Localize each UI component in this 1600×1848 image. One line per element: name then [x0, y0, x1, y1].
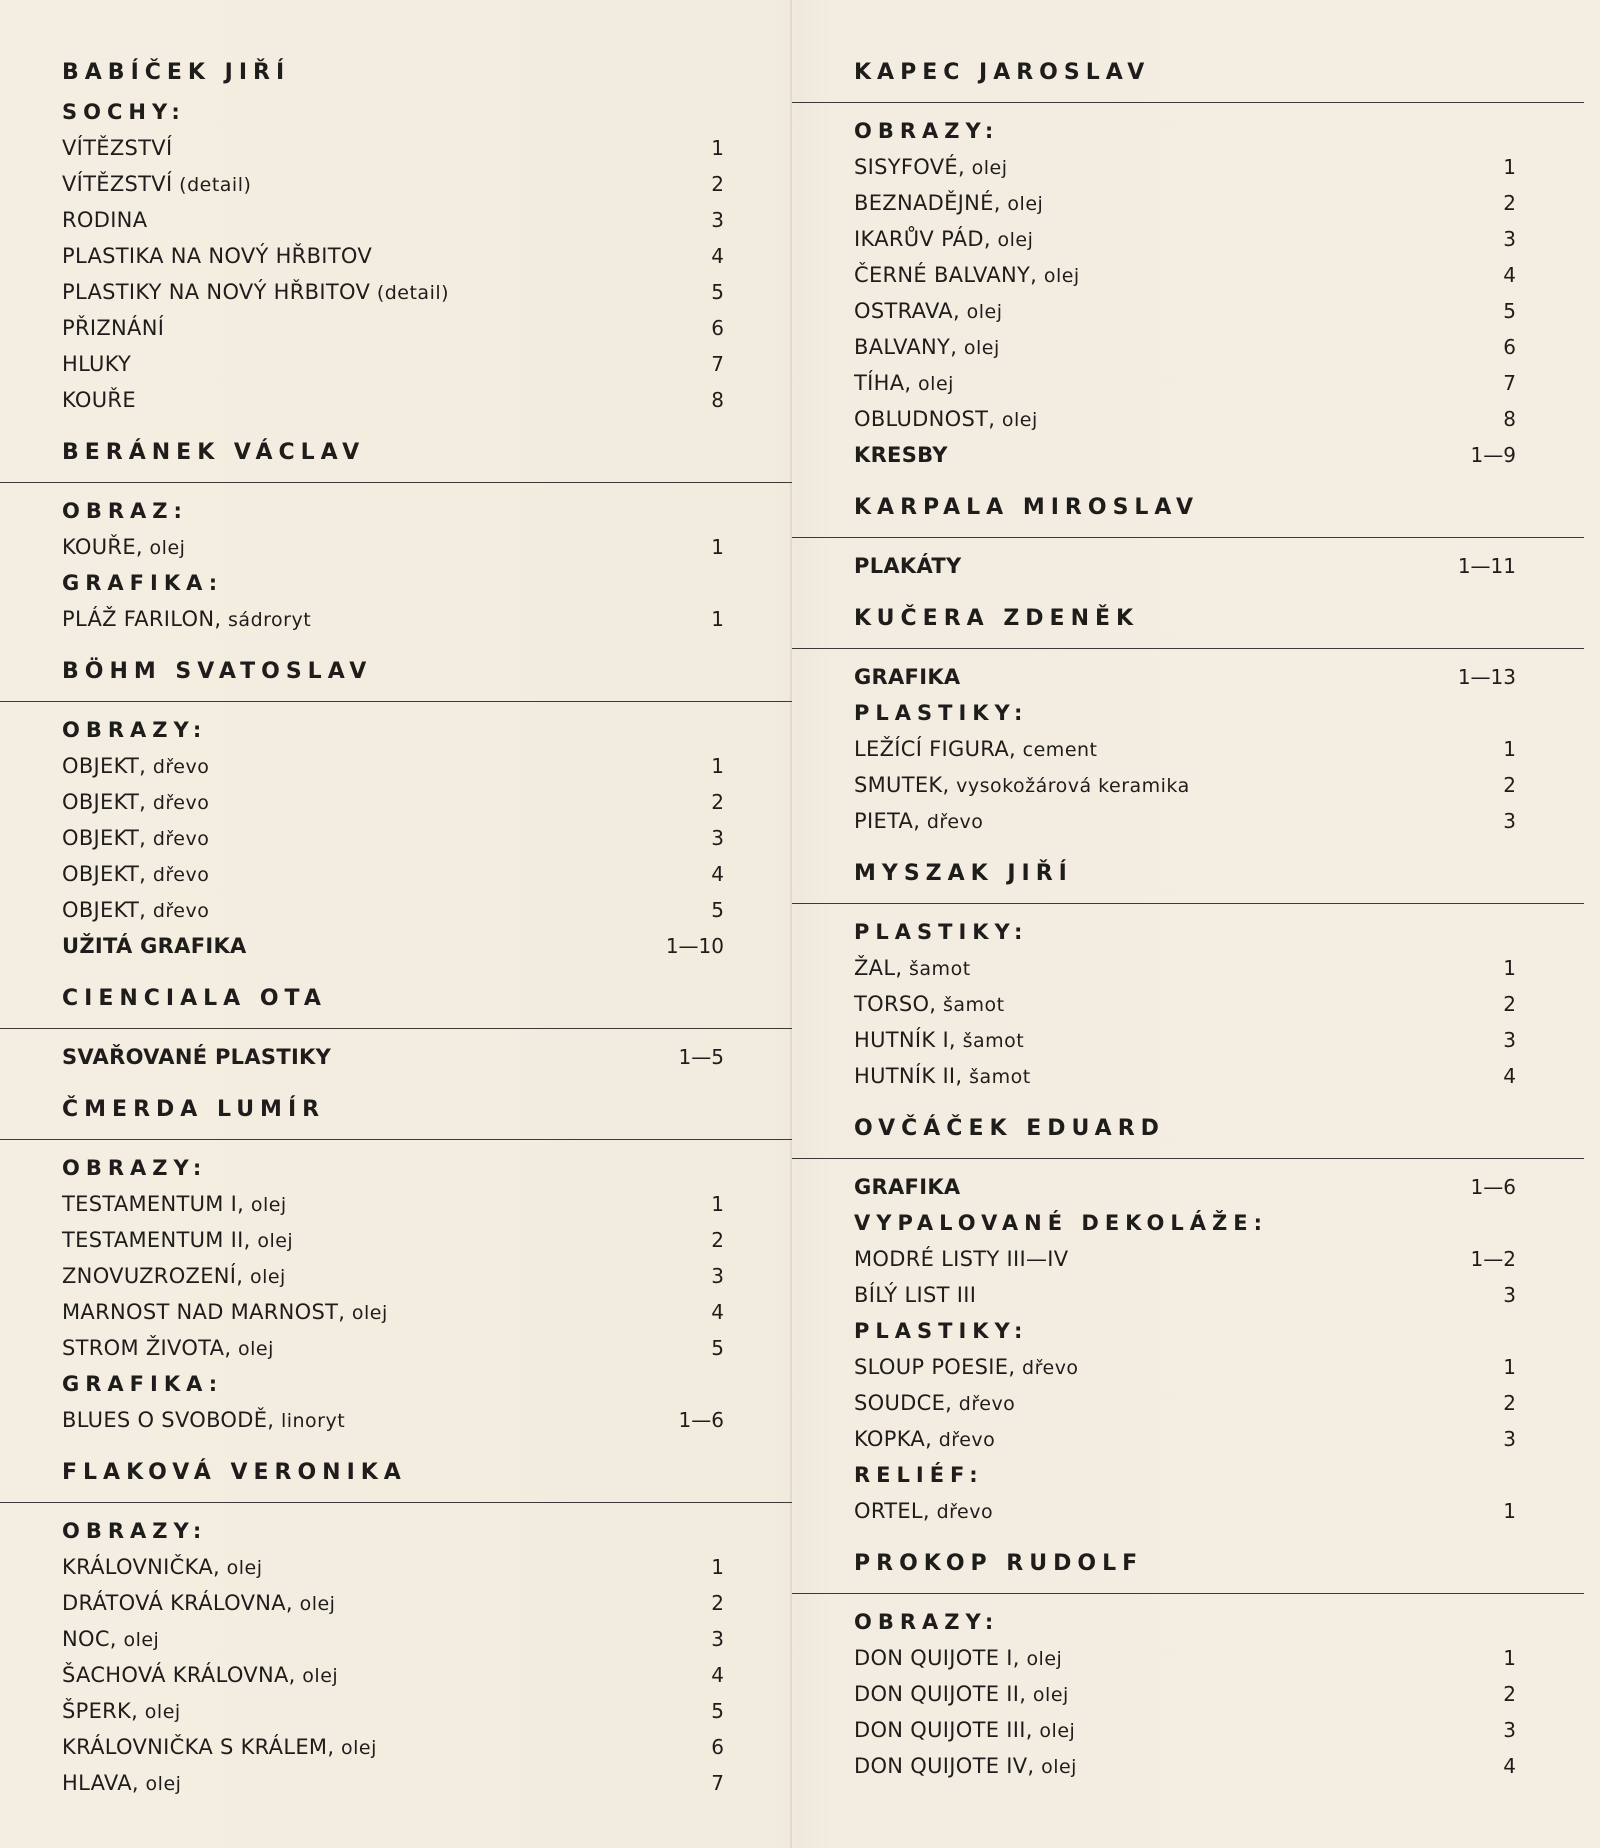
- artwork-title: TORSO,: [854, 992, 937, 1016]
- artwork-number: 7: [711, 1771, 724, 1795]
- artwork-medium: linoryt: [280, 1410, 346, 1432]
- artist-divider: [0, 1028, 792, 1029]
- artwork-number: 8: [711, 388, 724, 412]
- artwork-title: RODINA: [62, 208, 148, 232]
- artist-entry: [792, 487, 1592, 598]
- artwork-medium: dřevo: [958, 1393, 1016, 1415]
- artwork-number: 4: [711, 862, 724, 886]
- artwork-medium: olej: [341, 1737, 377, 1759]
- artwork-title: PŘIZNÁNÍ: [62, 316, 165, 340]
- artwork-item: [0, 1294, 800, 1330]
- artwork-number: 5: [1503, 299, 1516, 323]
- artwork-medium: olej: [963, 337, 1000, 359]
- artwork-item: [792, 365, 1592, 401]
- artwork-item: [792, 986, 1592, 1022]
- artwork-item: [0, 1258, 800, 1294]
- artwork-number: 7: [711, 352, 724, 376]
- artwork-number: 4: [1503, 1754, 1516, 1778]
- artwork-item: [0, 1402, 800, 1438]
- artist-name: OVČÁČEK EDUARD: [854, 1116, 1165, 1141]
- artwork-item: [792, 293, 1592, 329]
- artwork-title: ZNOVUZROZENÍ,: [62, 1264, 244, 1288]
- artwork-title: SVAŘOVANÉ PLASTIKY: [62, 1045, 332, 1069]
- artwork-medium: olej: [966, 301, 1003, 323]
- artwork-title: BEZNADĚJNÉ,: [854, 191, 1001, 215]
- entry-spacer: [0, 1801, 800, 1815]
- artwork-number: 1—9: [1470, 443, 1516, 467]
- artwork-number: 2: [1503, 773, 1516, 797]
- artwork-medium: olej: [1032, 1684, 1069, 1706]
- artwork-medium: dřevo: [152, 756, 210, 778]
- artwork-title: DON QUIJOTE II,: [854, 1682, 1027, 1706]
- section-label: OBRAZ:: [62, 499, 188, 523]
- artwork-title: OBJEKT,: [62, 898, 147, 922]
- entry-spacer: [792, 1784, 1592, 1798]
- artwork-medium: olej: [1026, 1648, 1063, 1670]
- artwork-medium: olej: [1007, 193, 1044, 215]
- artwork-title: SLOUP POESIE,: [854, 1355, 1016, 1379]
- entry-spacer: [0, 1075, 800, 1089]
- artwork-title: ŠACHOVÁ KRÁLOVNA,: [62, 1663, 296, 1687]
- artist-entry: [0, 1089, 800, 1452]
- artwork-number: 1—6: [678, 1408, 724, 1432]
- artwork-medium: olej: [302, 1665, 339, 1687]
- artwork-title: OSTRAVA,: [854, 299, 960, 323]
- artwork-title: OBJEKT,: [62, 790, 147, 814]
- section-label: OBRAZY:: [854, 119, 1000, 143]
- artwork-medium: vysokožárová keramika: [956, 775, 1190, 797]
- artist-divider: [0, 482, 792, 483]
- artist-divider: [792, 1158, 1584, 1159]
- artwork-medium: olej: [997, 229, 1034, 251]
- artist-name: MYSZAK JIŘÍ: [854, 861, 1073, 886]
- artwork-medium: olej: [1001, 409, 1038, 431]
- artwork-item: [0, 1729, 800, 1765]
- section-label: OBRAZY:: [62, 1519, 208, 1543]
- artwork-title: TÍHA,: [854, 371, 912, 395]
- artwork-medium: olej: [226, 1557, 263, 1579]
- artist-divider: [792, 903, 1584, 904]
- entry-spacer: [0, 964, 800, 978]
- artwork-title: TESTAMENTUM I,: [62, 1192, 245, 1216]
- artwork-number: 5: [711, 1699, 724, 1723]
- artwork-title: KRÁLOVNIČKA S KRÁLEM,: [62, 1735, 335, 1759]
- artwork-item: [792, 437, 1592, 473]
- artwork-medium: dřevo: [152, 900, 210, 922]
- artwork-item: [0, 274, 800, 310]
- artwork-item: [0, 928, 800, 964]
- artwork-number: 1—6: [1470, 1175, 1516, 1199]
- right-column: [792, 52, 1592, 1798]
- artist-divider: [792, 102, 1584, 103]
- artwork-number: 3: [1503, 1427, 1516, 1451]
- artwork-item: [792, 548, 1592, 584]
- artwork-number: 6: [711, 316, 724, 340]
- artwork-medium: šamot: [962, 1030, 1025, 1052]
- artwork-item: [0, 346, 800, 382]
- artwork-title: HUTNÍK I,: [854, 1028, 956, 1052]
- artwork-number: 1: [1503, 1355, 1516, 1379]
- artwork-item: [792, 950, 1592, 986]
- section-label: PLASTIKY:: [854, 1319, 1029, 1343]
- artwork-item: [792, 767, 1592, 803]
- artwork-title: ČERNÉ BALVANY,: [854, 263, 1038, 287]
- artwork-item: [0, 601, 800, 637]
- artist-name: BÖHM SVATOSLAV: [62, 659, 373, 684]
- artwork-medium: olej: [299, 1593, 336, 1615]
- artwork-item: [792, 803, 1592, 839]
- artwork-number: 2: [711, 1591, 724, 1615]
- artist-name: BERÁNEK VÁCLAV: [62, 440, 366, 465]
- artist-entry: [792, 1108, 1592, 1543]
- artist-name: KARPALA MIROSLAV: [854, 495, 1199, 520]
- artwork-title: HUTNÍK II,: [854, 1064, 963, 1088]
- artwork-number: 3: [711, 1264, 724, 1288]
- artwork-medium: cement: [1022, 739, 1098, 761]
- artwork-medium: dřevo: [938, 1429, 996, 1451]
- artwork-medium: olej: [123, 1629, 160, 1651]
- artwork-medium: (detail): [376, 282, 450, 304]
- artwork-title: DON QUIJOTE III,: [854, 1718, 1033, 1742]
- artwork-title: NOC,: [62, 1627, 117, 1651]
- artwork-medium: dřevo: [936, 1501, 994, 1523]
- left-column: [0, 52, 800, 1815]
- artwork-item: [0, 1549, 800, 1585]
- artwork-title: KRESBY: [854, 443, 948, 467]
- artwork-number: 7: [1503, 371, 1516, 395]
- artist-entry: [792, 598, 1592, 853]
- artwork-item: [792, 1349, 1592, 1385]
- artist-entry: [792, 853, 1592, 1108]
- artwork-item: [0, 1693, 800, 1729]
- artwork-title: KRÁLOVNIČKA,: [62, 1555, 220, 1579]
- artwork-number: 3: [1503, 809, 1516, 833]
- artwork-item: [0, 382, 800, 418]
- artwork-number: 1: [1503, 737, 1516, 761]
- artwork-item: [0, 202, 800, 238]
- artwork-item: [0, 166, 800, 202]
- artwork-number: 4: [1503, 1064, 1516, 1088]
- artwork-title: ŽAL,: [854, 956, 903, 980]
- artwork-number: 2: [1503, 1682, 1516, 1706]
- artwork-number: 1: [711, 1192, 724, 1216]
- artwork-title: HLUKY: [62, 352, 132, 376]
- artwork-medium: olej: [250, 1194, 287, 1216]
- artwork-medium: dřevo: [1022, 1357, 1079, 1379]
- artwork-item: [0, 1585, 800, 1621]
- artwork-item: [792, 1748, 1592, 1784]
- artwork-number: 1: [711, 535, 724, 559]
- artwork-number: 1: [711, 754, 724, 778]
- artwork-item: [792, 1676, 1592, 1712]
- artwork-item: [792, 221, 1592, 257]
- artwork-item: [792, 185, 1592, 221]
- artist-name: ČMERDA LUMÍR: [62, 1097, 326, 1122]
- artwork-number: 2: [711, 172, 724, 196]
- artwork-item: [792, 1385, 1592, 1421]
- artwork-title: BLUES O SVOBODĚ,: [62, 1408, 275, 1432]
- artwork-medium: olej: [249, 1266, 286, 1288]
- artwork-item: [0, 892, 800, 928]
- artwork-number: 3: [711, 1627, 724, 1651]
- artwork-number: 1—2: [1470, 1247, 1516, 1271]
- artwork-item: [0, 820, 800, 856]
- artwork-title: DRÁTOVÁ KRÁLOVNA,: [62, 1591, 293, 1615]
- artwork-title: GRAFIKA: [854, 1175, 961, 1199]
- artwork-title: PLASTIKY NA NOVÝ HŘBITOV: [62, 280, 371, 304]
- artwork-medium: sádroryt: [228, 609, 312, 631]
- artwork-medium: (detail): [179, 174, 252, 196]
- artwork-title: DON QUIJOTE I,: [854, 1646, 1020, 1670]
- artwork-title: UŽITÁ GRAFIKA: [62, 934, 247, 958]
- artwork-title: MARNOST NAD MARNOST,: [62, 1300, 346, 1324]
- artwork-number: 3: [1503, 227, 1516, 251]
- artwork-item: [792, 149, 1592, 185]
- artist-name: PROKOP RUDOLF: [854, 1551, 1144, 1576]
- artwork-number: 5: [711, 898, 724, 922]
- section-label: OBRAZY:: [62, 1156, 208, 1180]
- artwork-item: [792, 1022, 1592, 1058]
- artist-divider: [0, 1502, 792, 1503]
- artwork-item: [792, 731, 1592, 767]
- entry-spacer: [792, 584, 1592, 598]
- artist-entry: [0, 651, 800, 978]
- artwork-item: [792, 1640, 1592, 1676]
- artwork-medium: olej: [1039, 1720, 1076, 1742]
- artwork-number: 3: [1503, 1718, 1516, 1742]
- artwork-number: 1: [1503, 1499, 1516, 1523]
- artist-name: KAPEC JAROSLAV: [854, 60, 1151, 85]
- artwork-number: 1—5: [678, 1045, 724, 1069]
- artwork-title: OBLUDNOST,: [854, 407, 996, 431]
- artwork-medium: olej: [971, 157, 1008, 179]
- artwork-item: [0, 529, 800, 565]
- entry-spacer: [0, 418, 800, 432]
- artwork-number: 4: [1503, 263, 1516, 287]
- artist-name: KUČERA ZDENĚK: [854, 606, 1140, 631]
- artwork-medium: olej: [1043, 265, 1080, 287]
- artwork-medium: olej: [1041, 1756, 1077, 1778]
- artwork-item: [792, 1712, 1592, 1748]
- artwork-number: 4: [711, 1300, 724, 1324]
- artwork-title: OBJEKT,: [62, 862, 147, 886]
- artwork-title: PLASTIKA NA NOVÝ HŘBITOV: [62, 244, 373, 268]
- artwork-title: LEŽÍCÍ FIGURA,: [854, 737, 1016, 761]
- artwork-title: KOUŘE: [62, 388, 136, 412]
- entry-spacer: [0, 1438, 800, 1452]
- section-label: SOCHY:: [62, 100, 186, 124]
- artist-entry: [0, 432, 800, 651]
- section-label: GRAFIKA:: [62, 1372, 224, 1396]
- artwork-item: [792, 329, 1592, 365]
- artwork-number: 3: [1503, 1283, 1516, 1307]
- section-label: PLASTIKY:: [854, 701, 1029, 725]
- section-label: PLASTIKY:: [854, 920, 1029, 944]
- artist-entry: [0, 52, 800, 432]
- artwork-number: 1: [1503, 1646, 1516, 1670]
- artwork-number: 6: [1503, 335, 1516, 359]
- section-label: RELIÉF:: [854, 1463, 984, 1487]
- artwork-item: [792, 1277, 1592, 1313]
- artwork-number: 1: [1503, 956, 1516, 980]
- artwork-number: 1: [1503, 155, 1516, 179]
- artwork-number: 2: [711, 790, 724, 814]
- artwork-title: TESTAMENTUM II,: [62, 1228, 251, 1252]
- artwork-title: SMUTEK,: [854, 773, 950, 797]
- artwork-number: 1—11: [1457, 554, 1516, 578]
- artwork-item: [0, 1186, 800, 1222]
- artwork-item: [792, 401, 1592, 437]
- artwork-item: [792, 1421, 1592, 1457]
- artwork-item: [792, 1493, 1592, 1529]
- artwork-item: [0, 1039, 800, 1075]
- artwork-item: [0, 1330, 800, 1366]
- section-label: OBRAZY:: [854, 1610, 1000, 1634]
- artist-entry: [792, 1543, 1592, 1798]
- artwork-number: 4: [711, 1663, 724, 1687]
- artwork-medium: dřevo: [152, 792, 210, 814]
- artist-entry: [0, 978, 800, 1089]
- artwork-item: [0, 1657, 800, 1693]
- artwork-title: SISYFOVÉ,: [854, 155, 965, 179]
- section-label: GRAFIKA:: [62, 571, 224, 595]
- entry-spacer: [792, 1529, 1592, 1543]
- artwork-item: [0, 784, 800, 820]
- artwork-title: OBJEKT,: [62, 826, 147, 850]
- artwork-item: [792, 659, 1592, 695]
- artwork-number: 1: [711, 607, 724, 631]
- artwork-medium: olej: [918, 373, 954, 395]
- artwork-item: [792, 1058, 1592, 1094]
- artwork-item: [0, 856, 800, 892]
- artwork-medium: olej: [351, 1302, 388, 1324]
- artwork-medium: dřevo: [152, 864, 210, 886]
- artwork-item: [792, 1169, 1592, 1205]
- artwork-number: 3: [711, 826, 724, 850]
- artist-entry: [0, 1452, 800, 1815]
- artwork-item: [0, 1765, 800, 1801]
- artwork-title: BÍLÝ LIST III: [854, 1283, 977, 1307]
- artwork-item: [792, 257, 1592, 293]
- artwork-title: GRAFIKA: [854, 665, 961, 689]
- artwork-medium: dřevo: [152, 828, 210, 850]
- artwork-title: MODRÉ LISTY III—IV: [854, 1247, 1069, 1271]
- artwork-title: VÍTĚZSTVÍ: [62, 172, 173, 196]
- artwork-number: 1—10: [665, 934, 724, 958]
- artwork-medium: olej: [257, 1230, 294, 1252]
- artist-divider: [0, 701, 792, 702]
- artwork-medium: dřevo: [926, 811, 984, 833]
- artwork-number: 2: [1503, 992, 1516, 1016]
- artwork-medium: olej: [238, 1338, 274, 1360]
- artwork-title: OBJEKT,: [62, 754, 147, 778]
- artwork-number: 5: [711, 280, 724, 304]
- artwork-title: STROM ŽIVOTA,: [62, 1336, 232, 1360]
- artwork-medium: šamot: [942, 994, 1005, 1016]
- artwork-title: ŠPERK,: [62, 1699, 139, 1723]
- artwork-title: VÍTĚZSTVÍ: [62, 136, 173, 160]
- artist-divider: [792, 537, 1584, 538]
- artwork-title: KOUŘE,: [62, 535, 143, 559]
- artwork-title: PIETA,: [854, 809, 921, 833]
- artist-name: BABÍČEK JIŘÍ: [62, 60, 291, 85]
- artwork-item: [0, 1222, 800, 1258]
- artwork-number: 3: [711, 208, 724, 232]
- entry-spacer: [792, 1094, 1592, 1108]
- artwork-medium: olej: [145, 1773, 182, 1795]
- artwork-title: DON QUIJOTE IV,: [854, 1754, 1035, 1778]
- artist-entry: [792, 52, 1592, 487]
- artwork-item: [0, 310, 800, 346]
- artwork-number: 2: [1503, 1391, 1516, 1415]
- artwork-item: [792, 1241, 1592, 1277]
- artwork-number: 1: [711, 136, 724, 160]
- artwork-number: 6: [711, 1735, 724, 1759]
- artwork-number: 2: [711, 1228, 724, 1252]
- artwork-number: 2: [1503, 191, 1516, 215]
- artwork-title: IKARŮV PÁD,: [854, 227, 991, 251]
- artwork-title: SOUDCE,: [854, 1391, 953, 1415]
- section-label: VYPALOVANÉ DEKOLÁŽE:: [854, 1211, 1268, 1235]
- artwork-number: 8: [1503, 407, 1516, 431]
- artwork-medium: šamot: [969, 1066, 1031, 1088]
- artwork-medium: olej: [149, 537, 186, 559]
- artist-name: FLAKOVÁ VERONIKA: [62, 1460, 407, 1485]
- entry-spacer: [0, 637, 800, 651]
- artist-name: CIENCIALA OTA: [62, 986, 327, 1011]
- artwork-title: ORTEL,: [854, 1499, 930, 1523]
- artist-divider: [792, 1593, 1584, 1594]
- entry-spacer: [792, 473, 1592, 487]
- artwork-item: [0, 1621, 800, 1657]
- artwork-item: [0, 130, 800, 166]
- artwork-medium: olej: [144, 1701, 181, 1723]
- artwork-number: 4: [711, 244, 724, 268]
- artwork-number: 5: [711, 1336, 724, 1360]
- artwork-item: [0, 238, 800, 274]
- artwork-title: PLÁŽ FARILON,: [62, 607, 222, 631]
- artwork-title: BALVANY,: [854, 335, 958, 359]
- artist-divider: [792, 648, 1584, 649]
- artwork-number: 1: [711, 1555, 724, 1579]
- artwork-title: HLAVA,: [62, 1771, 139, 1795]
- section-label: OBRAZY:: [62, 718, 208, 742]
- artwork-number: 1—13: [1457, 665, 1516, 689]
- artwork-title: PLAKÁTY: [854, 554, 962, 578]
- artwork-title: KOPKA,: [854, 1427, 933, 1451]
- entry-spacer: [792, 839, 1592, 853]
- artwork-item: [0, 748, 800, 784]
- artist-divider: [0, 1139, 792, 1140]
- artwork-number: 3: [1503, 1028, 1516, 1052]
- artwork-medium: šamot: [909, 958, 971, 980]
